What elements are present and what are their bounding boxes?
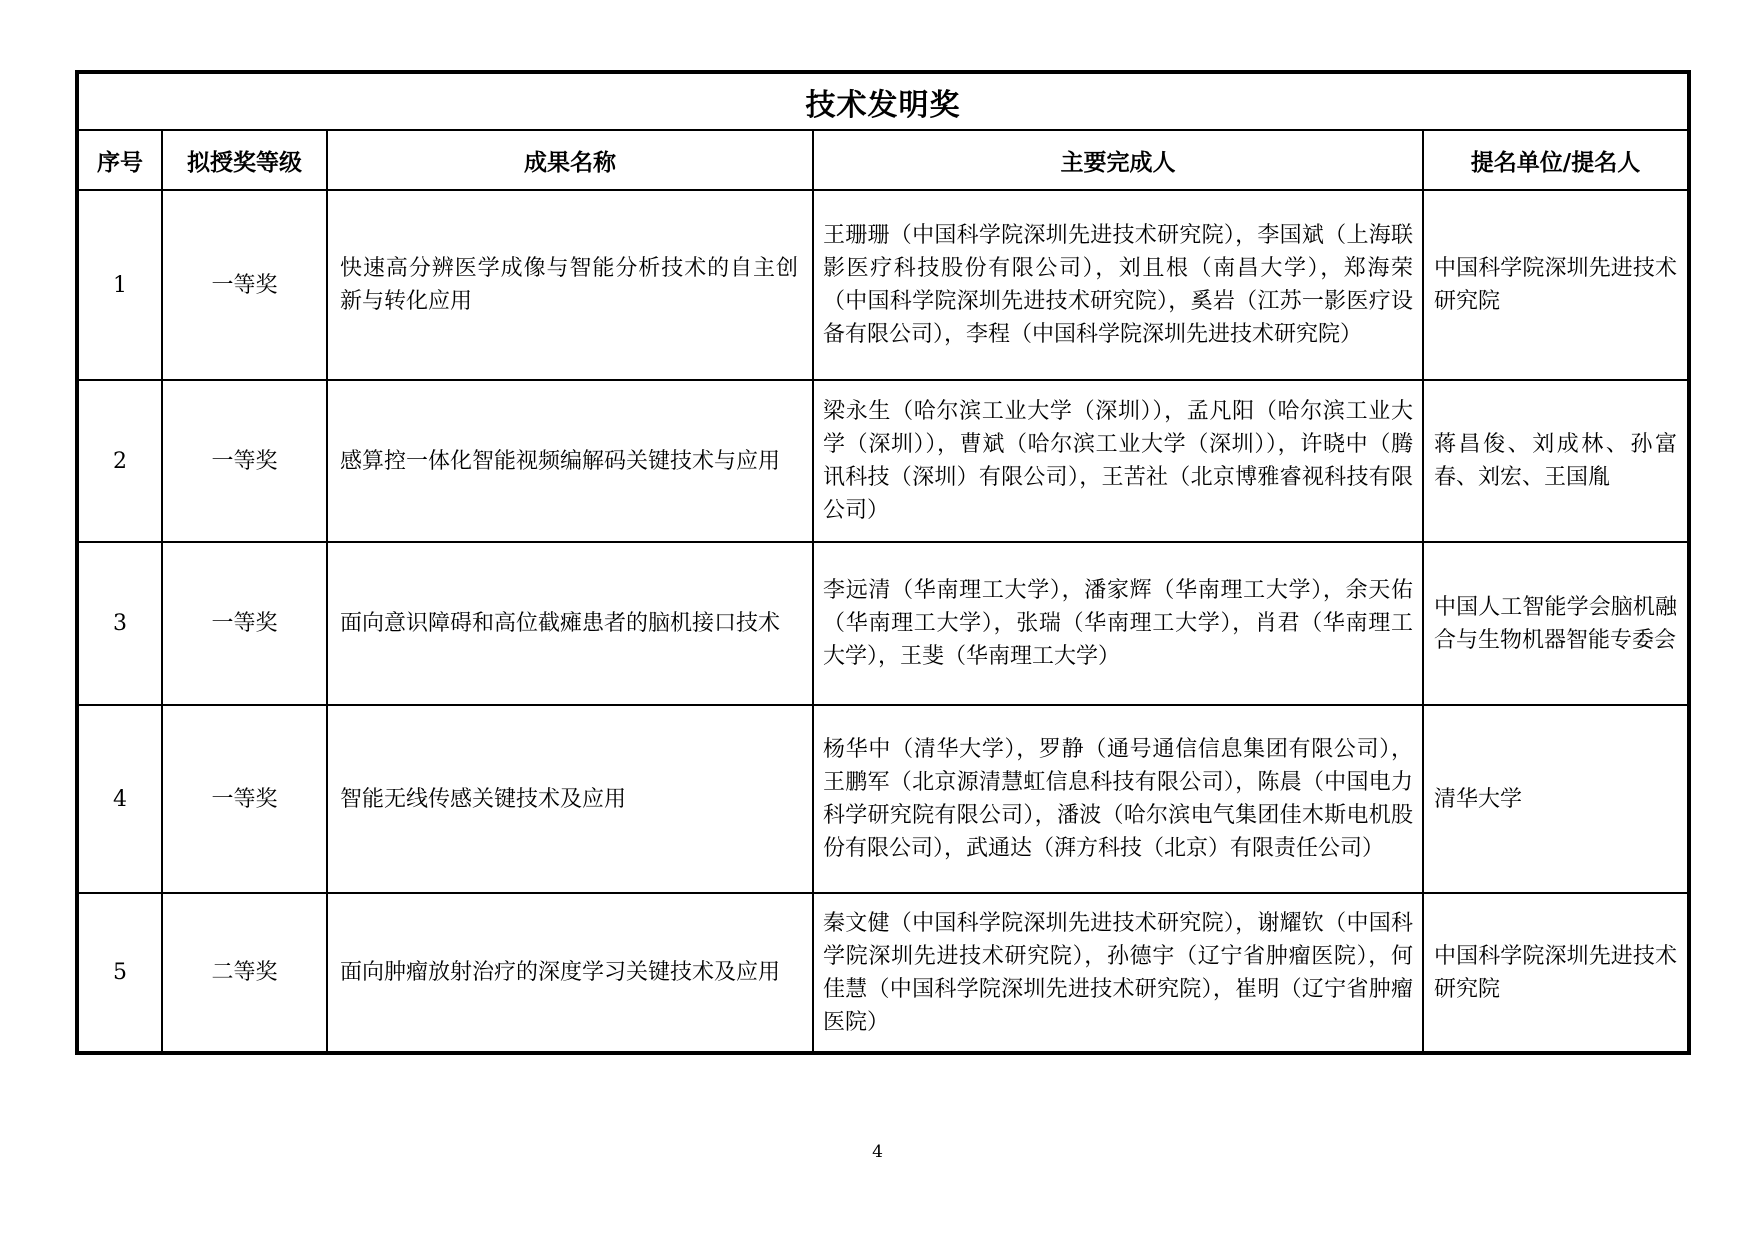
table-title: 技术发明奖 bbox=[77, 72, 1689, 130]
column-header-contributors: 主要完成人 bbox=[813, 130, 1423, 190]
cell-level: 二等奖 bbox=[162, 893, 327, 1053]
cell-name: 面向肿瘤放射治疗的深度学习关键技术及应用 bbox=[327, 893, 813, 1053]
cell-name: 面向意识障碍和高位截瘫患者的脑机接口技术 bbox=[327, 542, 813, 705]
cell-no: 3 bbox=[77, 542, 162, 705]
column-header-level: 拟授奖等级 bbox=[162, 130, 327, 190]
column-header-nominator: 提名单位/提名人 bbox=[1423, 130, 1689, 190]
cell-level: 一等奖 bbox=[162, 542, 327, 705]
cell-level: 一等奖 bbox=[162, 190, 327, 380]
cell-contributors: 王珊珊（中国科学院深圳先进技术研究院），李国斌（上海联影医疗科技股份有限公司），刘且根（南昌大学），郑海荣（中国科学院深圳先进技术研究院），奚岩（江苏一影医疗设备有限公司），李程（中国科学院深圳先进技术研究院） bbox=[813, 190, 1423, 380]
cell-contributors: 秦文健（中国科学院深圳先进技术研究院），谢耀钦（中国科学院深圳先进技术研究院），孙德宇（辽宁省肿瘤医院），何佳慧（中国科学院深圳先进技术研究院），崔明（辽宁省肿瘤医院） bbox=[813, 893, 1423, 1053]
cell-nominator: 中国科学院深圳先进技术研究院 bbox=[1423, 190, 1689, 380]
table-row bbox=[77, 190, 1689, 380]
column-header-name: 成果名称 bbox=[327, 130, 813, 190]
cell-level: 一等奖 bbox=[162, 705, 327, 893]
cell-no: 1 bbox=[77, 190, 162, 380]
cell-contributors: 梁永生（哈尔滨工业大学（深圳）），孟凡阳（哈尔滨工业大学（深圳）），曹斌（哈尔滨工业大学（深圳）），许晓中（腾讯科技（深圳）有限公司），王苦社（北京博雅睿视科技有限公司） bbox=[813, 380, 1423, 542]
cell-no: 4 bbox=[77, 705, 162, 893]
cell-nominator: 中国人工智能学会脑机融合与生物机器智能专委会 bbox=[1423, 542, 1689, 705]
title-row bbox=[77, 72, 1689, 130]
cell-no: 5 bbox=[77, 893, 162, 1053]
table-row bbox=[77, 705, 1689, 893]
cell-nominator: 中国科学院深圳先进技术研究院 bbox=[1423, 893, 1689, 1053]
cell-contributors: 李远清（华南理工大学），潘家辉（华南理工大学），余天佑（华南理工大学），张瑞（华南理工大学），肖君（华南理工大学），王斐（华南理工大学） bbox=[813, 542, 1423, 705]
page-number: 4 bbox=[872, 1142, 883, 1162]
table-row bbox=[77, 380, 1689, 542]
table-row bbox=[77, 542, 1689, 705]
cell-level: 一等奖 bbox=[162, 380, 327, 542]
cell-no: 2 bbox=[77, 380, 162, 542]
award-table bbox=[75, 70, 1691, 1055]
cell-nominator: 清华大学 bbox=[1423, 705, 1689, 893]
column-header-no: 序号 bbox=[77, 130, 162, 190]
cell-contributors: 杨华中（清华大学），罗静（通号通信信息集团有限公司），王鹏军（北京源清慧虹信息科技有限公司），陈晨（中国电力科学研究院有限公司），潘波（哈尔滨电气集团佳木斯电机股份有限公司），武通达（湃方科技（北京）有限责任公司） bbox=[813, 705, 1423, 893]
table-body bbox=[77, 190, 1689, 1053]
cell-name: 快速高分辨医学成像与智能分析技术的自主创新与转化应用 bbox=[327, 190, 813, 380]
cell-name: 智能无线传感关键技术及应用 bbox=[327, 705, 813, 893]
cell-name: 感算控一体化智能视频编解码关键技术与应用 bbox=[327, 380, 813, 542]
table-row bbox=[77, 893, 1689, 1053]
cell-nominator: 蒋昌俊、刘成林、孙富春、刘宏、王国胤 bbox=[1423, 380, 1689, 542]
header-row bbox=[77, 130, 1689, 190]
